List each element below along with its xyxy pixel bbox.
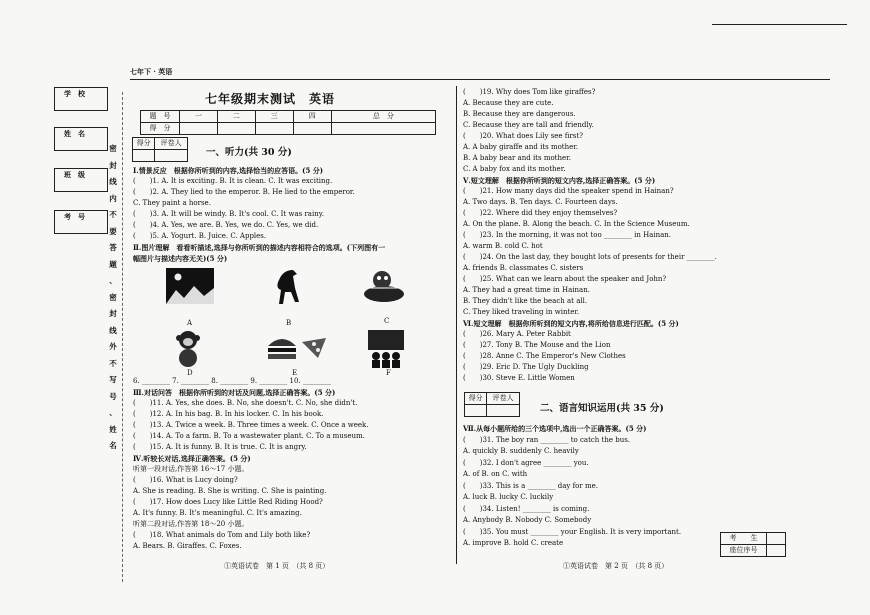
- question-line: ( )29. Eric D. The Ugly Duckling: [463, 363, 589, 371]
- seat-number-box: [720, 532, 786, 557]
- picture-label-f: F: [386, 369, 391, 377]
- question-line: C. A baby fox and its mother.: [463, 165, 566, 173]
- footer-page-2: ①英语试卷 第 2 页 （共 8 页）: [563, 562, 669, 570]
- picture-f-people-blackboard: [364, 328, 408, 368]
- score-col-total: 总 分: [331, 111, 435, 123]
- seal-char: 、: [109, 408, 117, 417]
- seal-char: 内: [109, 193, 117, 203]
- question-line: ( )5. A. Yogurt. B. Juice. C. Apples.: [133, 232, 267, 240]
- picture-label-c: C: [384, 317, 390, 325]
- seal-dash: [122, 92, 123, 582]
- seal-char: 答: [109, 243, 117, 252]
- question-line: ( )24. On the last day, they bought lots of presents for their ________.: [463, 253, 717, 261]
- picture-a-night-scene: [166, 268, 214, 306]
- class-label: 班 级: [64, 170, 85, 179]
- question-line: A. Bears. B. Giraffes. C. Foxes.: [133, 542, 242, 550]
- score-cell[interactable]: [331, 123, 435, 135]
- grader-person-cell[interactable]: [155, 150, 188, 162]
- instruction-text: Ⅰ.情景反应 根据你所听到的内容,选择恰当的应答语。(5 分): [133, 166, 324, 175]
- question-line: ( )33. This is a ________ day for me.: [463, 481, 598, 490]
- question-line: ( )3. A. It will be windy. B. It's cool. C. It was rainy.: [133, 210, 324, 218]
- picture-label-d: D: [187, 369, 193, 377]
- grader-box-1: [132, 137, 188, 162]
- question-line: ( )20. What does Lily see first?: [463, 132, 583, 140]
- seal-char: 不: [109, 210, 117, 219]
- seal-char: 名: [109, 441, 117, 450]
- question-line: A. Because they are cute.: [463, 99, 554, 107]
- header-rule: [130, 79, 830, 80]
- question-line: A. luck B. lucky C. luckily: [463, 493, 554, 501]
- picture-b-horse: [273, 266, 305, 306]
- instruction-text: Ⅴ.短文理解 根据你所听到的短文内容,选择正确答案。(5 分): [463, 176, 656, 185]
- seal-line-text: [106, 145, 120, 459]
- school-label: 学 校: [64, 89, 85, 98]
- instruction-text: Ⅶ.从每小题所给的三个选项中,选出一个正确答案。(5 分): [463, 424, 647, 433]
- score-cell[interactable]: [180, 123, 218, 135]
- seal-char: 线: [109, 325, 117, 335]
- grader-score-label: 得分: [133, 138, 155, 150]
- grader-box-2: [464, 392, 520, 417]
- question-line: ( )28. Anne C. The Emperor's New Clothes: [463, 352, 626, 360]
- question-line: A. friends B. classmates C. sisters: [463, 264, 584, 272]
- question-line: B. Because they are dangerous.: [463, 110, 576, 118]
- score-col-1: 一: [180, 111, 218, 123]
- score-col-2: 二: [217, 111, 255, 123]
- score-col-header: 题 号: [141, 111, 180, 123]
- score-table: [140, 110, 436, 135]
- seal-char: 外: [109, 342, 117, 351]
- seal-char: 密: [109, 144, 117, 153]
- section-2-title: 二、语言知识运用(共 35 分): [540, 403, 664, 414]
- question-line: A. It's funny. B. It's meaningful. C. It's amazing.: [133, 509, 302, 517]
- grader-person-cell[interactable]: [487, 405, 520, 417]
- question-line: C. They paint a horse.: [133, 199, 211, 207]
- grader-score-label: 得分: [465, 393, 487, 405]
- question-line: ( )11. A. Yes, she does. B. No, she doesn't. C. No, she didn't.: [133, 399, 358, 407]
- question-line: 听第二段对话,作答第 18～20 小题。: [133, 520, 249, 528]
- score-cell[interactable]: [293, 123, 331, 135]
- question-line: 听第一段对话,作答第 16～17 小题。: [133, 465, 249, 473]
- question-line: ( )12. A. In his bag. B. In his locker. C. In his book.: [133, 410, 324, 418]
- score-row-label: 得 分: [141, 123, 180, 135]
- question-line: 6. ________ 7. ________ 8. ________ 9. ________ 10. ________: [133, 377, 331, 385]
- question-line: ( )15. A. It is funny. B. It is true. C. It is angry.: [133, 443, 307, 451]
- question-line: A. Anybody B. Nobody C. Somebody: [463, 516, 592, 524]
- score-cell[interactable]: [217, 123, 255, 135]
- seal-char: 姓: [109, 424, 117, 434]
- question-line: C. Because they are tall and friendly.: [463, 121, 594, 129]
- seat-label-b: 座位序号: [721, 545, 767, 557]
- seat-cell[interactable]: [767, 545, 786, 557]
- question-line: ( )26. Mary A. Peter Rabbit: [463, 330, 571, 338]
- question-line: ( )21. How many days did the speaker spend in Hainan?: [463, 187, 674, 195]
- question-line: ( )1. A. It is exciting. B. It is clean. C. It was exciting.: [133, 177, 333, 185]
- top-line: [712, 24, 847, 25]
- page-title: 七年级期末测试 英语: [205, 92, 336, 106]
- section-1-title: 一、听力(共 30 分): [206, 147, 292, 158]
- instruction-text: Ⅱ.图片理解 看看听描述,选择与你所听到的描述内容相符合的选项。(下列图有一: [133, 243, 386, 252]
- seal-char: 封: [109, 309, 117, 318]
- question-line: A. A baby giraffe and its mother.: [463, 143, 579, 151]
- grader-score-cell[interactable]: [465, 405, 487, 417]
- score-col-3: 三: [255, 111, 293, 123]
- seat-cell[interactable]: [767, 533, 786, 545]
- picture-label-a: A: [187, 319, 193, 327]
- score-col-4: 四: [293, 111, 331, 123]
- question-line: A. She is reading. B. She is writing. C. She is painting.: [133, 487, 327, 495]
- question-line: ( )23. In the morning, it was not too ________ in Hainan.: [463, 231, 672, 239]
- picture-label-e: E: [292, 369, 298, 377]
- seal-char: 不: [109, 358, 117, 368]
- question-line: B. A baby bear and its mother.: [463, 154, 571, 162]
- seat-label-a: 考 生: [721, 533, 767, 545]
- footer-page-1: ①英语试卷 第 1 页 （共 8 页）: [224, 562, 330, 570]
- instruction-text: Ⅳ.听较长对话,选择正确答案。(5 分): [133, 454, 251, 463]
- question-line: A. quickly B. suddenly C. heavily: [463, 447, 579, 455]
- question-line: ( )31. The boy ran ________ to catch the bus.: [463, 435, 631, 444]
- question-line: ( )35. You must ________ your English. It is very important.: [463, 527, 682, 536]
- grader-person-label: 评卷人: [487, 393, 520, 405]
- picture-c-dragon-boat: [362, 266, 406, 306]
- seal-char: 线: [109, 177, 117, 186]
- question-line: B. They didn't like the beach at all.: [463, 297, 588, 305]
- center-divider: [456, 86, 457, 564]
- question-line: ( )18. What animals do Tom and Lily both like?: [133, 531, 311, 539]
- grader-person-label: 评卷人: [155, 138, 188, 150]
- question-line: A. of B. on C. with: [463, 470, 528, 478]
- question-line: A. improve B. hold C. create: [463, 539, 564, 547]
- seal-char: 要: [109, 226, 117, 236]
- seal-char: 密: [109, 292, 117, 302]
- question-line: C. They liked traveling in winter.: [463, 308, 580, 316]
- instruction-text: Ⅲ.对话问答 根据你所听到的对话及问题,选择正确答案。(5 分): [133, 388, 336, 397]
- question-line: ( )27. Tony B. The Mouse and the Lion: [463, 341, 611, 349]
- question-line: ( )2. A. They lied to the emperor. B. He lied to the emperor.: [133, 188, 355, 196]
- instruction-text: Ⅵ.短文理解 根据你所听到的短文内容,将所给信息进行匹配。(5 分): [463, 319, 679, 328]
- question-line: ( )19. Why does Tom like giraffes?: [463, 88, 596, 96]
- instruction-text: 幅图片与描述内容无关)(5 分): [133, 254, 228, 263]
- question-line: ( )4. A. Yes, we are. B. Yes, we do. C. Yes, we did.: [133, 221, 319, 229]
- question-line: A. They had a great time in Hainan.: [463, 286, 590, 294]
- question-line: A. warm B. cold C. hot: [463, 242, 543, 250]
- question-line: ( )17. How does Lucy like Little Red Riding Hood?: [133, 498, 323, 506]
- question-line: ( )34. Listen! ________ is coming.: [463, 504, 590, 513]
- score-cell[interactable]: [255, 123, 293, 135]
- seal-char: 题: [109, 259, 117, 269]
- grader-score-cell[interactable]: [133, 150, 155, 162]
- question-line: ( )25. What can we learn about the speaker and John?: [463, 275, 667, 283]
- question-line: ( )32. I don't agree ________ you.: [463, 458, 589, 467]
- header-tag: 七年下 · 英语: [130, 67, 173, 76]
- seal-char: 封: [109, 160, 117, 170]
- seal-char: 、: [109, 276, 117, 285]
- seal-char: 写: [109, 375, 117, 384]
- question-line: ( )14. A. To a farm. B. To a wastewater plant. C. To a museum.: [133, 432, 365, 440]
- name-label: 姓 名: [64, 129, 85, 138]
- question-line: ( )22. Where did they enjoy themselves?: [463, 209, 618, 217]
- question-line: A. On the plane. B. Along the beach. C. In the Science Museum.: [463, 220, 690, 228]
- question-line: ( )30. Steve E. Little Women: [463, 374, 575, 382]
- question-line: A. Two days. B. Ten days. C. Fourteen days.: [463, 198, 618, 206]
- question-line: ( )13. A. Twice a week. B. Three times a week. C. Once a week.: [133, 421, 369, 429]
- seal-char: 号: [109, 391, 117, 401]
- picture-d-monkey: [170, 328, 206, 368]
- question-line: ( )16. What is Lucy doing?: [133, 476, 238, 484]
- picture-e-burger-pizza: [266, 332, 328, 364]
- picture-label-b: B: [286, 319, 292, 327]
- exam-number-label: 考 号: [64, 212, 85, 221]
